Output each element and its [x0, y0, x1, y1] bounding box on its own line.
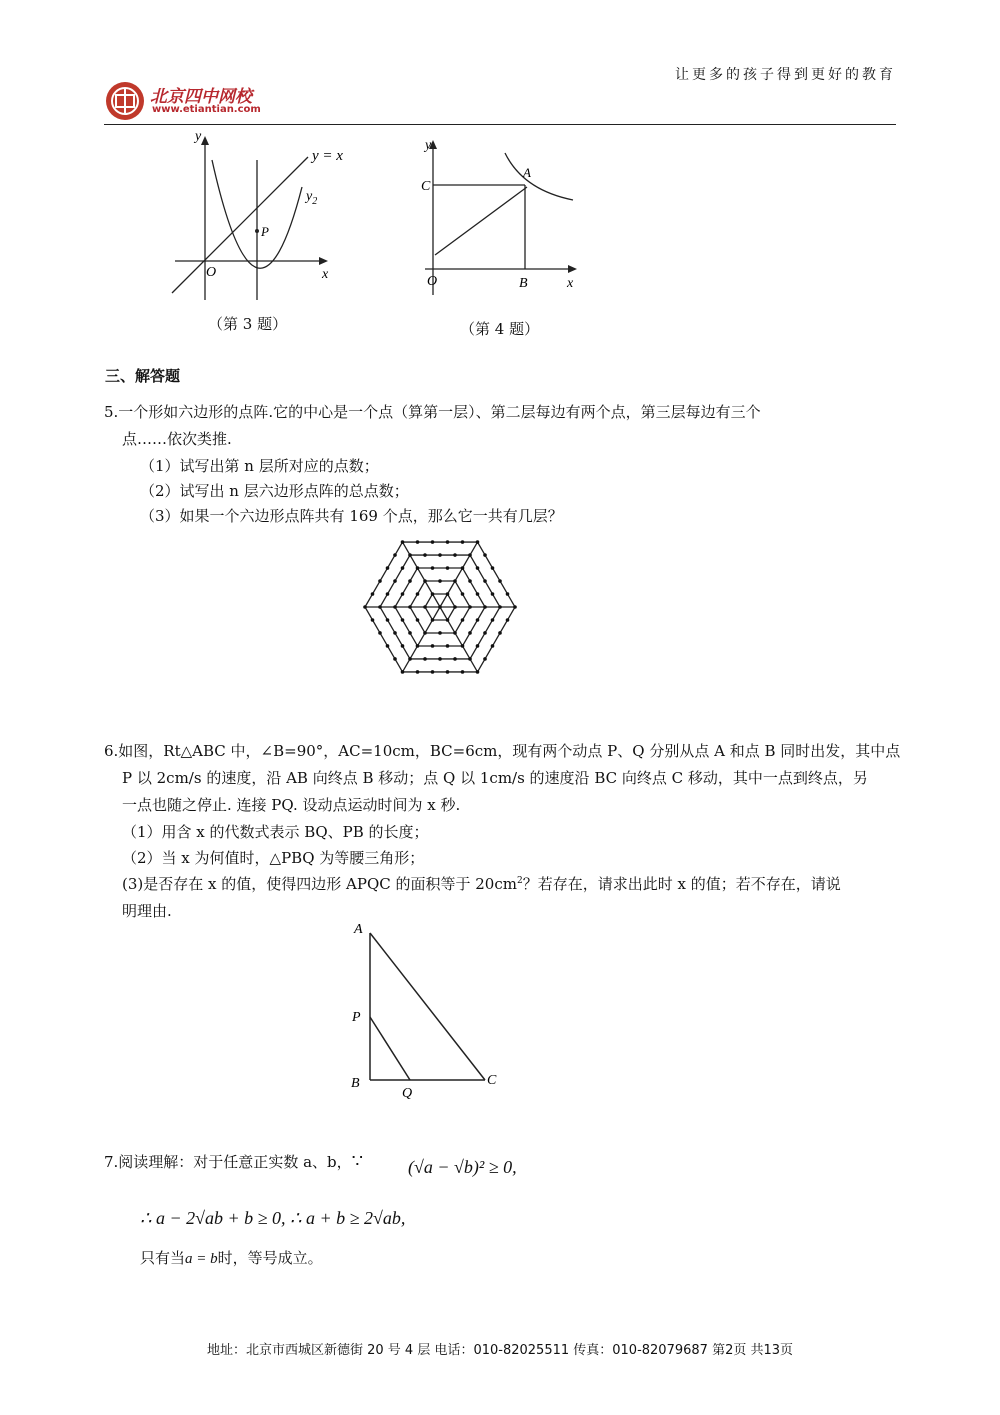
- logo-text: 北京四中网校: [150, 87, 252, 107]
- hex-dot: [453, 605, 457, 609]
- figure-4-graph: [415, 135, 585, 300]
- hex-dot: [423, 657, 427, 661]
- fig4-label-a: A: [523, 165, 531, 180]
- fig4-label-b: B: [519, 276, 528, 291]
- q5-line-2: 点……依次类推.: [122, 430, 232, 448]
- header-divider: [104, 124, 896, 125]
- q7-conclusion: 只有当a = b时，等号成立。: [140, 1249, 323, 1267]
- hex-dot: [416, 618, 420, 622]
- hex-spoke: [403, 607, 441, 672]
- hex-dot: [401, 618, 405, 622]
- fig3-label-o: O: [206, 265, 217, 280]
- fig6-label-p: P: [352, 1010, 361, 1025]
- hexagon-dot-lattice: [355, 535, 535, 685]
- hex-dot: [386, 644, 390, 648]
- header-slogan: 让更多的孩子得到更好的教育: [675, 67, 896, 83]
- hex-spoke: [440, 607, 478, 672]
- hex-dot: [446, 618, 450, 622]
- hex-dot: [423, 553, 427, 557]
- hex-dot: [386, 618, 390, 622]
- hex-dot: [453, 579, 457, 583]
- hex-dot: [438, 631, 442, 635]
- q6-sub-3: (3)是否存在 x 的值，使得四边形 APQC 的面积等于 $20cm^2$？若存在，请求出此时 x 的值；若不存在，请说: [122, 875, 841, 893]
- fig3-label-p: P: [261, 224, 269, 239]
- hex-dot: [386, 592, 390, 596]
- hex-dot: [423, 605, 427, 609]
- q7-formula-1: (√a − √b)² ≥ 0,: [408, 1157, 517, 1177]
- hex-dot: [468, 657, 472, 661]
- hex-dot: [446, 592, 450, 596]
- hex-dot: [476, 618, 480, 622]
- hex-dot: [491, 644, 495, 648]
- hex-dot: [461, 670, 465, 674]
- hex-dot: [401, 566, 405, 570]
- hex-dot: [393, 605, 397, 609]
- fig6-label-q: Q: [402, 1086, 413, 1100]
- hex-dot: [446, 670, 450, 674]
- hex-dot: [408, 605, 412, 609]
- hex-dot: [468, 631, 472, 635]
- q6-line-1: 6.如图，Rt△ABC 中，∠B=90°，AC=10cm，BC=6cm，现有两个动点 P、Q 分别从点 A 和点 B 同时出发，其中点: [104, 742, 901, 760]
- hex-dot: [446, 566, 450, 570]
- logo-url: www.etiantian.com: [152, 104, 261, 115]
- figure-3-caption: （第 3 题）: [208, 315, 288, 333]
- hex-spoke: [440, 542, 478, 607]
- q6-line-2: P 以 2cm/s 的速度，沿 AB 向终点 B 移动；点 Q 以 1cm/s 的速度沿 BC 向终点 C 移动，其中一点到终点，另: [122, 769, 868, 787]
- hex-dot: [453, 657, 457, 661]
- q7-formula-2: ∴ a − 2√ab + b ≥ 0, ∴ a + b ≥ 2√ab,: [140, 1208, 406, 1228]
- q5-sub-2: （2）试写出 n 层六边形点阵的总点数；: [140, 482, 409, 500]
- hex-dot: [386, 566, 390, 570]
- q5-line-1: 5.一个形如六边形的点阵.它的中心是一个点（算第一层）、第二层每边有两个点，第三层每边有三个: [104, 403, 761, 421]
- hex-dot: [453, 553, 457, 557]
- fig6-label-b: B: [351, 1076, 360, 1091]
- hex-dot: [371, 592, 375, 596]
- hex-dot: [491, 592, 495, 596]
- hex-dot: [378, 605, 382, 609]
- hex-dot: [491, 566, 495, 570]
- hex-dot: [461, 618, 465, 622]
- fig6-label-a: A: [354, 922, 363, 937]
- hex-dot: [416, 540, 420, 544]
- hex-dot: [498, 579, 502, 583]
- hex-dot: [408, 631, 412, 635]
- hex-dot: [401, 644, 405, 648]
- hex-dot: [483, 657, 487, 661]
- hex-dot: [416, 644, 420, 648]
- hex-dot: [416, 670, 420, 674]
- hex-dot: [408, 579, 412, 583]
- hex-dot: [431, 670, 435, 674]
- hex-dot: [446, 540, 450, 544]
- hex-dot: [506, 592, 510, 596]
- hex-dot: [468, 605, 472, 609]
- hex-dot: [513, 605, 517, 609]
- q5-sub-1: （1）试写出第 n 层所对应的点数；: [140, 457, 379, 475]
- figure-4-caption: （第 4 题）: [460, 320, 540, 338]
- hex-dot: [378, 631, 382, 635]
- hex-dot: [476, 644, 480, 648]
- hex-dot: [461, 592, 465, 596]
- hex-center-dot: [438, 605, 442, 609]
- hex-dot: [476, 670, 480, 674]
- hex-dot: [446, 644, 450, 648]
- hex-dot: [476, 592, 480, 596]
- fig6-label-c: C: [487, 1073, 497, 1088]
- hex-dot: [461, 540, 465, 544]
- hex-dot: [423, 631, 427, 635]
- hex-dot: [371, 618, 375, 622]
- hex-dot: [468, 553, 472, 557]
- logo-emblem-icon: [104, 80, 146, 122]
- hex-dot: [431, 592, 435, 596]
- hex-dot: [468, 579, 472, 583]
- q5-sub-3: （3）如果一个六边形点阵共有 169 个点，那么它一共有几层？: [140, 507, 563, 525]
- hex-dot: [393, 579, 397, 583]
- hex-dot: [491, 618, 495, 622]
- hex-dot: [423, 579, 427, 583]
- hex-dot: [408, 657, 412, 661]
- q6-sub-2: （2）当 x 为何值时，△PBQ 为等腰三角形；: [122, 849, 425, 867]
- hex-dot: [401, 540, 405, 544]
- section-title: 三、解答题: [105, 367, 181, 385]
- hex-dot: [431, 566, 435, 570]
- page-footer: 地址：北京市西城区新德街 20 号 4 层 电话：010-82025511 传真：010-82079687 第2页 共13页: [206, 1343, 794, 1358]
- q6-sub-3-line-2: 明理由.: [122, 902, 172, 920]
- hex-dot: [453, 631, 457, 635]
- hex-dot: [378, 579, 382, 583]
- hex-dot: [498, 631, 502, 635]
- hex-dot: [476, 566, 480, 570]
- fig3-label-x: x: [322, 267, 329, 282]
- hex-dot: [431, 540, 435, 544]
- q6-line-3: 一点也随之停止. 连接 PQ. 设动点运动时间为 x 秒.: [122, 796, 461, 814]
- hex-dot: [408, 553, 412, 557]
- hex-dot: [483, 631, 487, 635]
- hex-dot: [461, 566, 465, 570]
- hex-dot: [363, 605, 367, 609]
- hex-dot: [393, 553, 397, 557]
- hex-dot: [483, 605, 487, 609]
- hex-dot: [393, 631, 397, 635]
- figure-3-graph: [160, 130, 380, 305]
- hex-dot: [461, 644, 465, 648]
- hex-dot: [431, 644, 435, 648]
- hex-dot: [416, 566, 420, 570]
- q6-sub-1: （1）用含 x 的代数式表示 BQ、PB 的长度；: [122, 823, 429, 841]
- hex-dot: [438, 579, 442, 583]
- hex-dot: [498, 605, 502, 609]
- hex-dot: [506, 618, 510, 622]
- hex-dot: [476, 540, 480, 544]
- hex-dot: [483, 553, 487, 557]
- hex-dot: [401, 670, 405, 674]
- hex-dot: [438, 657, 442, 661]
- hex-dot: [483, 579, 487, 583]
- fig4-label-x: x: [567, 276, 574, 291]
- fig4-label-c: C: [421, 179, 431, 194]
- hex-dot: [416, 592, 420, 596]
- hex-dot: [393, 657, 397, 661]
- triangle-abc-figure: [345, 915, 510, 1100]
- hex-dot: [431, 618, 435, 622]
- fig4-label-y: y: [425, 138, 432, 153]
- fig3-label-line: y = x: [312, 148, 343, 164]
- hex-dot: [401, 592, 405, 596]
- fig4-label-o: O: [427, 274, 438, 289]
- q7-intro: 7.阅读理解：对于任意正实数 a、b，∵: [104, 1151, 364, 1172]
- fig3-label-curve: $y_2$: [306, 189, 318, 207]
- hex-spoke: [403, 542, 441, 607]
- fig3-label-y: y: [195, 130, 202, 144]
- hex-dot: [438, 553, 442, 557]
